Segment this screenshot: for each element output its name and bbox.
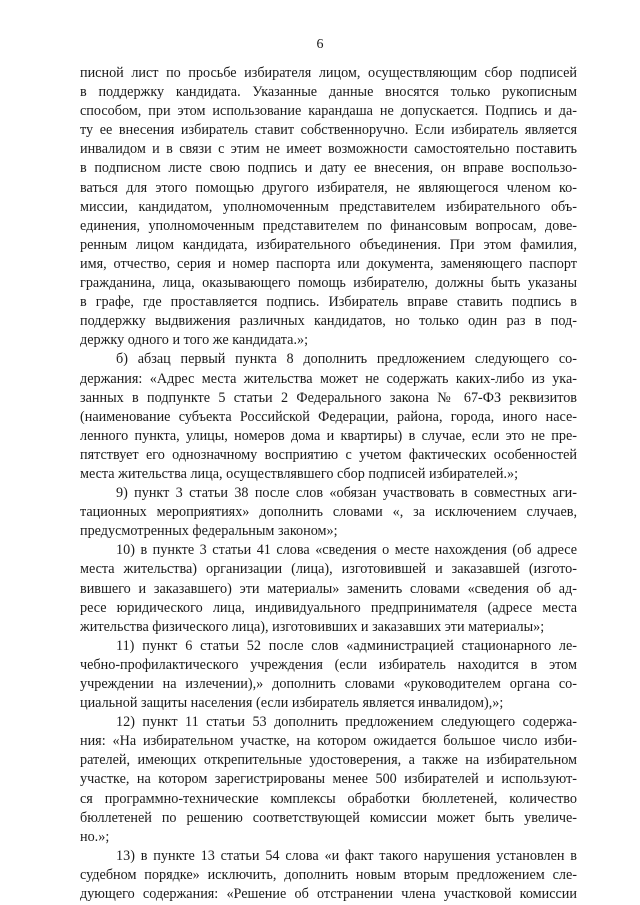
page-number: 6: [316, 37, 324, 52]
text-line: (наименование субъекта Российской Федерации, района, города, иного насе-: [80, 408, 577, 425]
paragraph-continuation: [80, 64, 577, 350]
text-line: но.»;: [80, 828, 110, 845]
text-line: участке, на котором зарегистрированы менее 500 избирателей и используют-: [80, 771, 577, 788]
text-line: 13) в пункте 13 статьи 54 слова «и факт такого нарушения установлен в: [116, 847, 577, 864]
text-line: ваться для этого помощью другого избирателя, не являющегося членом ко-: [80, 179, 577, 196]
document-body: [80, 64, 577, 904]
paragraph-item-11: [80, 637, 577, 713]
paragraph-item-b: [80, 350, 577, 484]
text-line: рателей, имеющих открепительные удостоверения, а также на избирательном: [80, 752, 577, 769]
paragraph-item-12: [80, 713, 577, 847]
text-line: 9) пункт 3 статьи 38 после слов «обязан участвовать в совместных аги-: [116, 485, 577, 502]
text-line: в поддержку кандидата. Указанные данные вносятся только рукописным: [80, 84, 577, 101]
text-line: держания: «Адрес места жительства может не содержать каких-либо из ука-: [80, 370, 577, 387]
text-line: гражданина, лица, оказывающего помощь избирателю, должны быть указаны: [80, 275, 577, 292]
text-line: чебно-профилактического учреждения (если избиратель находится в этом: [80, 656, 577, 673]
text-line: судебном порядке» исключить, дополнить новым вторым предложением сле-: [80, 866, 577, 883]
text-line: ту ее внесения избиратель ставит собственноручно. Если избиратель является: [80, 122, 577, 139]
text-line: учреждении на излечении),» дополнить словами «руководителем органа со-: [80, 676, 577, 692]
text-line: дующего содержания: «Решение об отстранении члена участковой комиссии: [80, 886, 577, 903]
text-line: единения, уполномоченным представителем по финансовым вопросам, дове-: [80, 217, 577, 234]
text-line: писной лист по просьбе избирателя лицом, осуществляющим сбор подписей: [80, 65, 577, 81]
paragraph-item-10: [80, 541, 577, 636]
text-line: 12) пункт 11 статьи 53 дополнить предложением следующего содержа-: [116, 714, 577, 731]
paragraph-item-9: [80, 484, 577, 541]
text-line: жительства физического лица), изготовивших и заказавших эти материалы»;: [80, 618, 545, 635]
text-line: ресе юридического лица, индивидуального предпринимателя (адресе места: [80, 599, 577, 616]
text-line: занных в подпункте 5 статьи 2 Федерального закона № 67-ФЗ реквизитов: [80, 389, 577, 406]
text-line: поддержку выдвижения различных кандидатов, но только один раз в под-: [80, 313, 577, 330]
text-line: ния: «На избирательном участке, на котором ожидается большое число изби-: [80, 733, 577, 750]
text-line: предусмотренных федеральным законом»;: [80, 523, 338, 540]
text-line: ся программно-технические комплексы обработки бюллетеней, количество: [80, 790, 577, 807]
text-line: б) абзац первый пункта 8 дополнить предложением следующего со-: [116, 351, 577, 368]
text-line: ренным лицом кандидата, избирательного объединения. При этом фамилия,: [80, 236, 577, 253]
text-line: вившего и заказавшего) эти материалы» заменить словами «сведения об ад-: [80, 580, 577, 597]
text-line: в подписном листе свою подпись и дату ее внесения, он вправе воспользо-: [80, 160, 577, 177]
text-line: места жительства) организации (лица), изготовившей и заказавшей (изгото-: [80, 561, 577, 578]
text-line: способом, при этом использование карандаша не допускается. Подпись и да-: [80, 103, 577, 120]
text-line: бюллетеней по решению соответствующей комиссии может быть увеличе-: [80, 809, 577, 826]
paragraph-item-13: [80, 847, 577, 904]
text-line: пятствует его однозначному восприятию с учетом фактических особенностей: [80, 446, 577, 463]
text-line: циальной защиты населения (если избиратель является инвалидом),»;: [80, 695, 504, 712]
text-line: тационных мероприятиях» дополнить словами «, за исключением случаев,: [80, 504, 577, 521]
text-line: имя, отчество, серия и номер паспорта или документа, заменяющего паспорт: [80, 255, 577, 272]
text-line: держку одного и того же кандидата.»;: [80, 332, 309, 349]
text-line: места жительства лица, осуществлявшего сбор подписей избирателей.»;: [80, 465, 519, 482]
text-line: миссии, кандидатом, уполномоченным представителем избирательного объ-: [80, 198, 577, 215]
text-line: инвалидом и в связи с этим не имеет возможности самостоятельно поставить: [80, 141, 577, 158]
text-line: 10) в пункте 3 статьи 41 слова «сведения о месте нахождения (об адресе: [116, 542, 577, 559]
text-line: ленного пункта, улицы, номеров дома и квартиры) в случае, если это не пре-: [80, 427, 577, 444]
text-line: 11) пункт 6 статьи 52 после слов «администрацией стационарного ле-: [116, 637, 577, 654]
text-line: в графе, где проставляется подпись. Избиратель вправе ставить подпись в: [80, 294, 577, 311]
